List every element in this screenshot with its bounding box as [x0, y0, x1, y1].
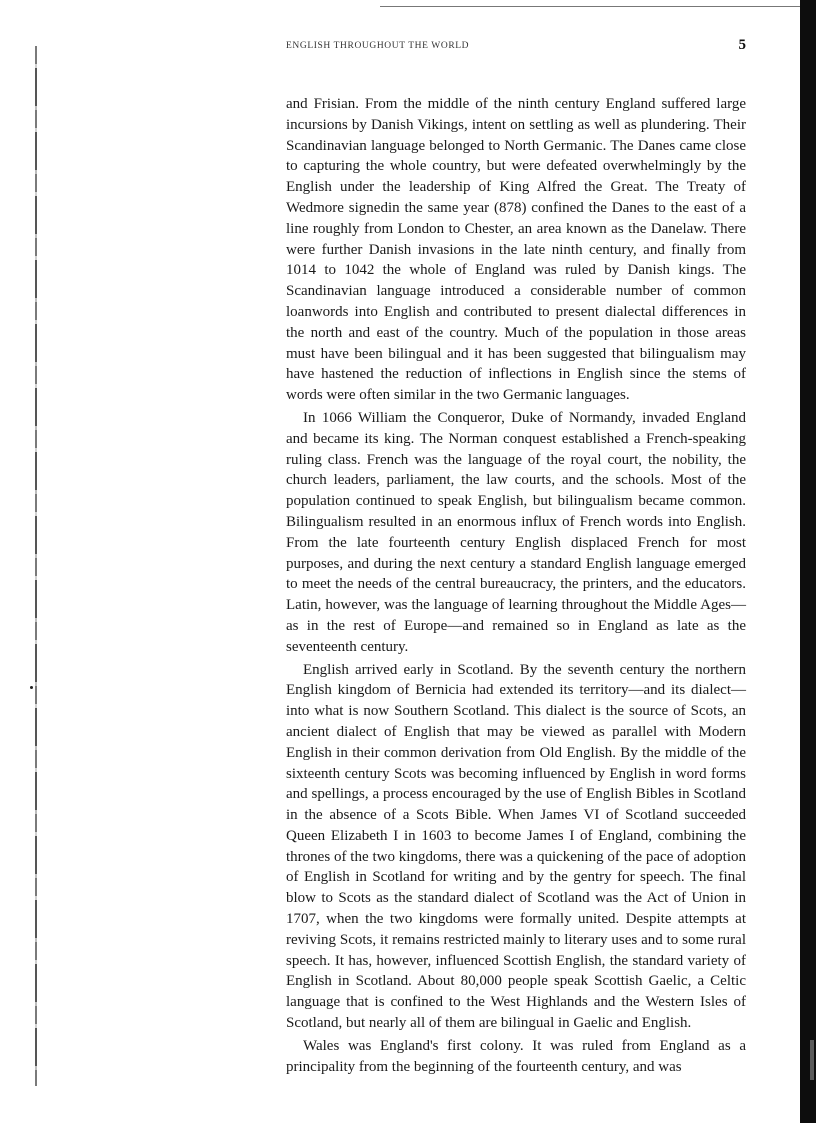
scan-right-border-gap — [810, 1040, 814, 1080]
scan-right-border — [800, 0, 816, 1123]
running-head — [286, 37, 746, 57]
body-text — [286, 94, 746, 1077]
scan-left-binding-edge — [35, 46, 37, 1086]
page-number: 5 — [738, 37, 746, 53]
paragraph-scotland: English arrived early in Scotland. By the seventh century the northern English kingdom of Bernicia had extended its territory—and its dialect—into what is now Southern Scotland. This dialect is the source of Scots, an ancient dialect of English that may be viewed as parallel with Modern English in their common derivation from Old English. By the middle of the sixteenth century Scots was becoming influenced by English in word forms and spellings, a process encouraged by the use of English Bibles in Scotland in the absence of a Scots Bible. When James VI of Scotland succeeded Queen Elizabeth I in 1603 to become James I of England, combining the thrones of the two kingdoms, there was a quickening of the pace of adoption of English in Scotland for writing and by the gentry for speech. The final blow to Scots as the standard dialect of Scotland was the Act of Union in 1707, when the two kingdoms were formally united. Despite attempts at reviving Scots, it remains restricted mainly to literary uses and to some rural speech. It has, however, influenced Scottish English, the standard variety of English in Scotland. About 80,000 people speak Scottish Gaelic, a Celtic language that is confined to the West Highlands and the Western Isles of Scotland, but nearly all of them are bilingual in Gaelic and English. — [286, 661, 746, 1032]
paragraph-wales: Wales was England's first colony. It was ruled from England as a principality from the beginning of the fourteenth century, and was — [286, 1037, 746, 1075]
scan-top-rule — [380, 6, 800, 7]
paragraph-danish-vikings: and Frisian. From the middle of the ninth century England suffered large incursions by Danish Vikings, intent on settling as well as plundering. Their Scandinavian language belonged to North Germanic. The Danes came close to capturing the whole country, but were defeated overwhelmingly by the English under the leadership of King Alfred the Great. The Treaty of Wedmore signedin the same year (878) confined the Danes to the east of a line roughly from London to Chester, an area known as the Danelaw. There were further Danish invasions in the late ninth century, and finally from 1014 to 1042 the whole of England was ruled by Danish kings. The Scandinavian language introduced a considerable number of common loanwords into English and contributed to present dialectal differences in the north and east of the country. Much of the population in those areas must have been bilingual and it has been suggested that bilingualism may have hastened the reduction of inflections in English since the stems of words were often similar in the two Germanic languages. — [286, 96, 746, 404]
scan-speck — [30, 686, 33, 689]
running-title: ENGLISH THROUGHOUT THE WORLD — [286, 41, 470, 51]
paragraph-norman-conquest: In 1066 William the Conqueror, Duke of Normandy, invaded England and became its king. The Norman conquest established a French-speaking ruling class. French was the language of the royal court, the nobility, the church leaders, parliament, the law courts, and the schools. Most of the population continued to speak English, but bilingualism became common. Bilingualism resulted in an enormous influx of French words into English. From the late fourteenth century English displaced French for most purposes, and during the next century a standard English language emerged to meet the needs of the central bureaucracy, the printers, and the educators. Latin, however, was the language of learning throughout the Middle Ages—as in the rest of Europe—and remained so in England as late as the seventeenth century. — [286, 409, 746, 655]
